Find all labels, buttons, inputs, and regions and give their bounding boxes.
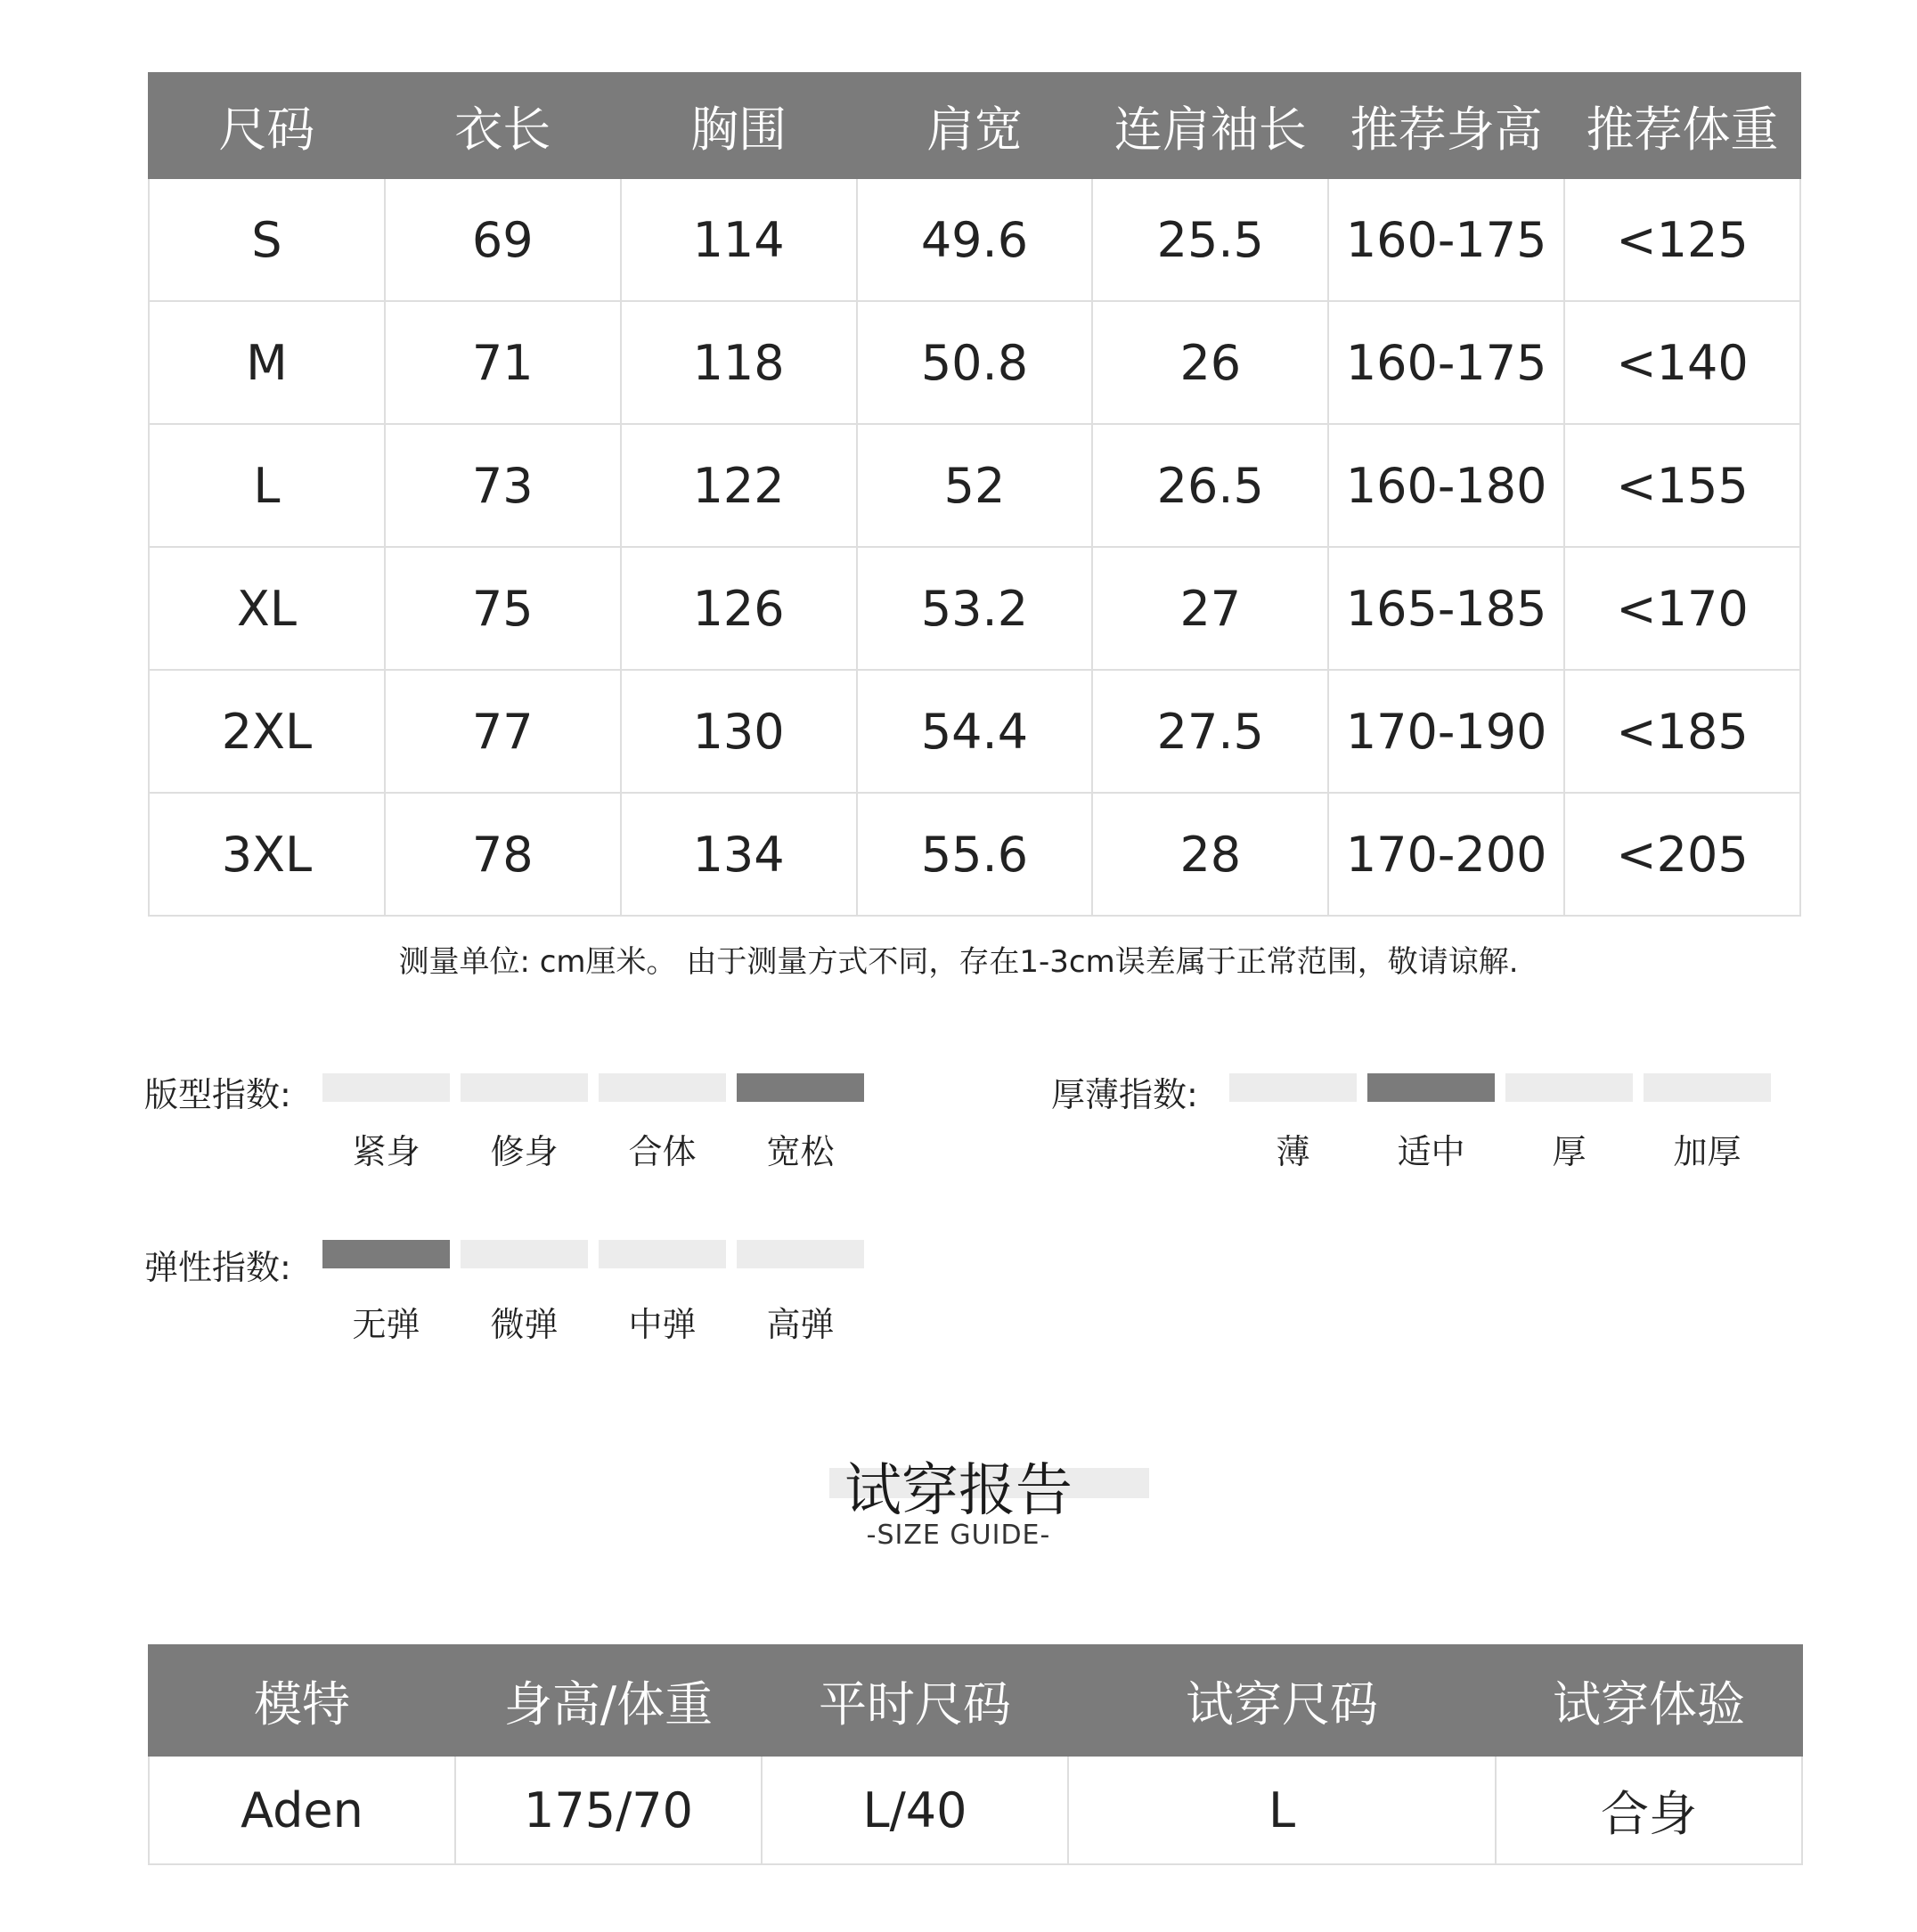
header-shoulder: 肩宽 (857, 73, 1093, 178)
table-cell: 3XL (149, 793, 385, 916)
fit-option: 合体 (628, 1132, 697, 1171)
report-subtitle: -SIZE GUIDE- (866, 1520, 1051, 1551)
table-cell: <140 (1564, 301, 1800, 424)
header-model: 模特 (149, 1645, 455, 1756)
table-cell: L (149, 424, 385, 547)
table-cell: 75 (385, 547, 621, 670)
elasticity-index-bars (322, 1240, 864, 1268)
table-cell: 114 (621, 178, 857, 301)
table-row (149, 301, 1800, 424)
table-cell: <125 (1564, 178, 1800, 301)
table-cell: XL (149, 547, 385, 670)
thickness-bar (1505, 1073, 1633, 1102)
table-cell: <170 (1564, 547, 1800, 670)
elasticity-bar (461, 1240, 588, 1268)
table-cell: 52 (857, 424, 1093, 547)
table-cell: L/40 (762, 1756, 1068, 1864)
table-cell: L (1068, 1756, 1496, 1864)
table-row (149, 547, 1800, 670)
table-cell: 134 (621, 793, 857, 916)
elasticity-bar (599, 1240, 726, 1268)
table-cell: 50.8 (857, 301, 1093, 424)
fit-index-options (317, 1124, 869, 1173)
table-cell: 130 (621, 670, 857, 793)
header-tried-size: 试穿尺码 (1068, 1645, 1496, 1756)
elasticity-bar (737, 1240, 864, 1268)
thickness-bar (1367, 1073, 1495, 1102)
fit-option: 宽松 (766, 1132, 835, 1171)
thickness-option: 适中 (1397, 1132, 1465, 1171)
fit-bar (737, 1073, 864, 1102)
thickness-option: 加厚 (1673, 1132, 1742, 1171)
table-cell: 77 (385, 670, 621, 793)
table-cell: <205 (1564, 793, 1800, 916)
table-cell: 160-180 (1328, 424, 1564, 547)
header-usual-size: 平时尺码 (762, 1645, 1068, 1756)
header-chest: 胸围 (621, 73, 857, 178)
table-cell: 175/70 (455, 1756, 762, 1864)
report-table-header-row (149, 1645, 1802, 1756)
header-height: 推荐身高 (1328, 73, 1564, 178)
table-cell: 26 (1092, 301, 1328, 424)
size-table-header-row (149, 73, 1800, 178)
elasticity-option: 高弹 (766, 1305, 835, 1344)
fit-bar (461, 1073, 588, 1102)
header-height-weight: 身高/体重 (455, 1645, 762, 1756)
elasticity-index-label: 弹性指数: (144, 1248, 291, 1287)
table-cell: M (149, 301, 385, 424)
table-cell: 28 (1092, 793, 1328, 916)
fit-option: 紧身 (352, 1132, 420, 1171)
elasticity-option: 中弹 (628, 1305, 697, 1344)
thickness-bar (1644, 1073, 1771, 1102)
elasticity-bar (322, 1240, 450, 1268)
table-cell: 53.2 (857, 547, 1093, 670)
thickness-option: 薄 (1276, 1132, 1310, 1171)
table-cell: 78 (385, 793, 621, 916)
fit-index-bars (322, 1073, 864, 1102)
table-cell: 170-200 (1328, 793, 1564, 916)
elasticity-option: 微弹 (490, 1305, 559, 1344)
table-row (149, 670, 1800, 793)
table-row (149, 424, 1800, 547)
fit-option: 修身 (490, 1132, 559, 1171)
table-cell: 126 (621, 547, 857, 670)
table-cell: <185 (1564, 670, 1800, 793)
table-cell: 2XL (149, 670, 385, 793)
header-experience: 试穿体验 (1496, 1645, 1802, 1756)
report-title: 试穿报告 (844, 1458, 1073, 1524)
table-cell: 26.5 (1092, 424, 1328, 547)
table-row (149, 793, 1800, 916)
fit-bar (599, 1073, 726, 1102)
table-row (149, 178, 1800, 301)
thickness-index-label: 厚薄指数: (1051, 1075, 1198, 1114)
table-cell: 73 (385, 424, 621, 547)
table-cell: 122 (621, 424, 857, 547)
header-sleeve: 连肩袖长 (1092, 73, 1328, 178)
thickness-option: 厚 (1552, 1132, 1587, 1171)
table-cell: S (149, 178, 385, 301)
table-row (149, 1756, 1802, 1864)
thickness-index-options (1224, 1124, 1776, 1173)
measurement-note: 测量单位: cm厘米。 由于测量方式不同，存在1-3cm误差属于正常范围，敬请谅解. (398, 944, 1519, 980)
header-length: 衣长 (385, 73, 621, 178)
thickness-bar (1229, 1073, 1357, 1102)
header-size: 尺码 (149, 73, 385, 178)
fit-index-label: 版型指数: (144, 1075, 291, 1114)
table-cell: 25.5 (1092, 178, 1328, 301)
table-cell: 合身 (1496, 1756, 1802, 1864)
report-table (148, 1644, 1803, 1865)
table-cell: 27.5 (1092, 670, 1328, 793)
elasticity-option: 无弹 (352, 1305, 420, 1344)
table-cell: 160-175 (1328, 301, 1564, 424)
thickness-index-bars (1229, 1073, 1771, 1102)
table-cell: 170-190 (1328, 670, 1564, 793)
table-cell: 118 (621, 301, 857, 424)
elasticity-index-options (317, 1297, 869, 1346)
table-cell: 27 (1092, 547, 1328, 670)
table-cell: 160-175 (1328, 178, 1564, 301)
size-table (148, 72, 1801, 917)
table-cell: 71 (385, 301, 621, 424)
table-cell: 54.4 (857, 670, 1093, 793)
table-cell: 49.6 (857, 178, 1093, 301)
table-cell: 165-185 (1328, 547, 1564, 670)
table-cell: 55.6 (857, 793, 1093, 916)
header-weight: 推荐体重 (1564, 73, 1800, 178)
table-cell: 69 (385, 178, 621, 301)
fit-bar (322, 1073, 450, 1102)
table-cell: Aden (149, 1756, 455, 1864)
table-cell: <155 (1564, 424, 1800, 547)
